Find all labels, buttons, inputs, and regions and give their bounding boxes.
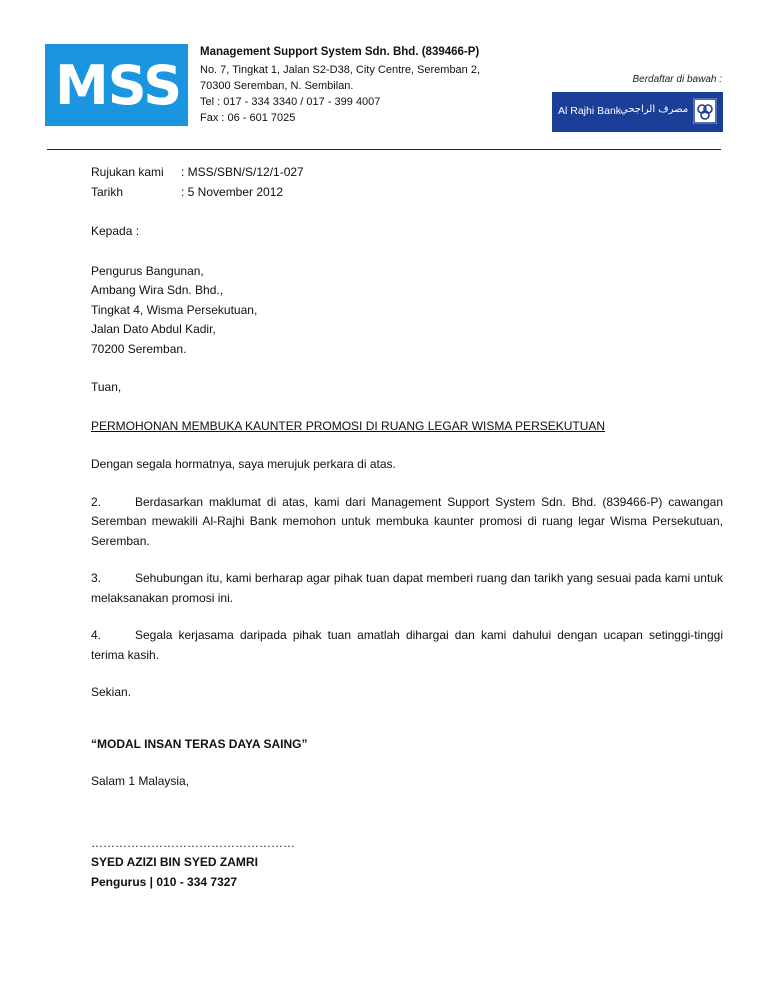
- signatory-name: SYED AZIZI BIN SYED ZAMRI: [91, 855, 258, 869]
- date-label: Tarikh: [91, 184, 124, 199]
- header-divider: [47, 149, 721, 150]
- paragraph-text: Berdasarkan maklumat di atas, kami dari Management Support System Sdn. Bhd. (839466-P) cawangan Seremban mewakili Al-Rajhi Bank memohon untuk membuka kaunter promosi di ruang legar Wisma Persekutuan, Seremban.: [91, 494, 723, 548]
- logo-text: MSS: [55, 54, 182, 117]
- mss-logo: [45, 44, 188, 126]
- company-info: [200, 44, 480, 126]
- paragraph-number: 2.: [91, 494, 102, 509]
- greeting: Salam 1 Malaysia,: [91, 774, 190, 788]
- registered-label: Berdaftar di bawah :: [632, 74, 722, 85]
- paragraph-3: [91, 569, 723, 608]
- paragraph-4: [91, 626, 723, 665]
- to-label: Kepada :: [91, 224, 140, 238]
- date-value: : 5 November 2012: [181, 184, 284, 199]
- paragraph-text: Sehubungan itu, kami berharap agar pihak tuan dapat memberi ruang dan tarikh yang sesuai pada kami untuk melaksanakan promosi ini.: [91, 571, 723, 605]
- opening-sentence: Dengan segala hormatnya, saya merujuk perkara di atas.: [91, 457, 396, 471]
- recipient-line: Pengurus Bangunan,: [91, 263, 204, 278]
- telephone: Tel : 017 - 334 3340 / 017 - 399 4007: [200, 96, 381, 108]
- signature-line: ……………………………………………: [91, 835, 295, 850]
- paragraph-number: 3.: [91, 571, 102, 585]
- recipient-line: 70200 Seremban.: [91, 341, 187, 356]
- letter-body: [91, 163, 723, 892]
- motto: “MODAL INSAN TERAS DAYA SAING”: [91, 736, 308, 751]
- recipient-line: Tingkat 4, Wisma Persekutuan,: [91, 302, 258, 317]
- bank-name-arabic: مصرف الراجحي: [620, 104, 689, 115]
- recipient-address: [91, 262, 723, 360]
- fax: Fax : 06 - 601 7025: [200, 112, 296, 124]
- reference-value: : MSS/SBN/S/12/1-027: [181, 165, 304, 179]
- signatory-title: Pengurus | 010 - 334 7327: [91, 874, 238, 889]
- address-line-1: No. 7, Tingkat 1, Jalan S2-D38, City Centre, Seremban 2,: [200, 64, 481, 76]
- salutation: Tuan,: [91, 380, 122, 394]
- paragraph-2: [91, 493, 723, 552]
- bank-emblem-icon: [693, 98, 717, 124]
- bank-name: Al Rajhi Bank: [558, 105, 622, 117]
- company-name: Management Support System Sdn. Bhd. (839466-P): [200, 46, 480, 58]
- subject-line: PERMOHONAN MEMBUKA KAUNTER PROMOSI DI RUANG LEGAR WISMA PERSEKUTUAN: [91, 418, 606, 433]
- paragraph-text: Segala kerjasama daripada pihak tuan amatlah dihargai dan kami dahului dengan ucapan setinggi-tinggi terima kasih.: [91, 628, 723, 662]
- address-line-2: 70300 Seremban, N. Sembilan.: [200, 80, 354, 92]
- paragraph-number: 4.: [91, 628, 102, 642]
- date-row: [91, 183, 723, 203]
- recipient-line: Ambang Wira Sdn. Bhd.,: [91, 283, 224, 297]
- reference-label: Rujukan kami: [91, 165, 164, 179]
- closing: Sekian.: [91, 685, 132, 699]
- reference-row: [91, 163, 723, 183]
- recipient-line: Jalan Dato Abdul Kadir,: [91, 322, 216, 336]
- bank-logo: [552, 92, 723, 132]
